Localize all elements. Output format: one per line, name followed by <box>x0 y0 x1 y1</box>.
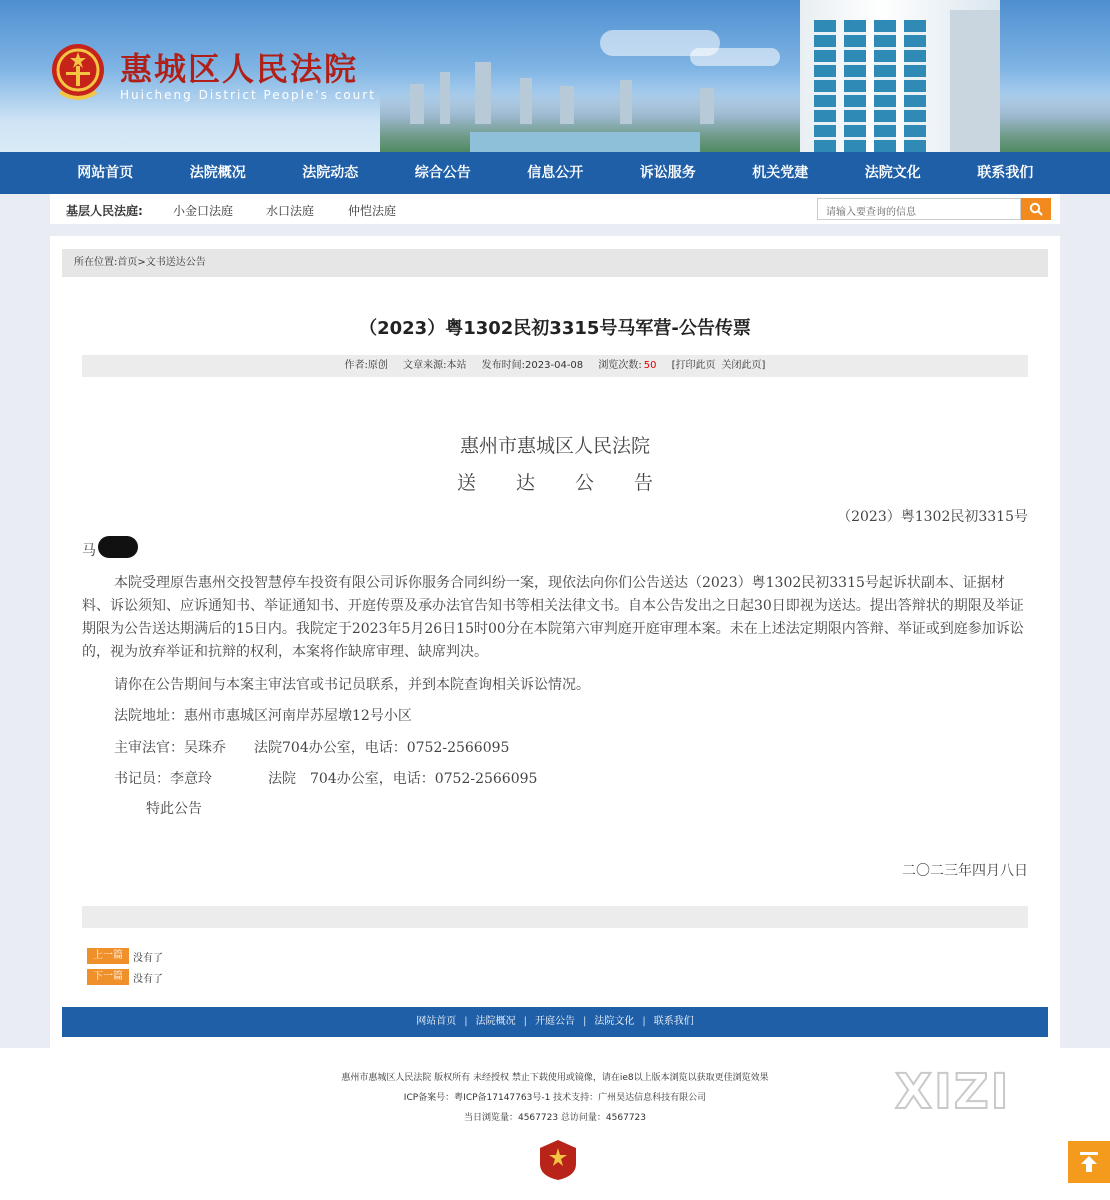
prev-article-text: 没有了 <box>133 952 163 964</box>
footer-nav-overview[interactable]: 法院概况 <box>475 1016 516 1027</box>
next-article-text: 没有了 <box>133 973 163 985</box>
article-bottom-bar <box>82 906 1028 928</box>
nav-item-contact[interactable]: 联系我们 <box>977 165 1034 181</box>
nav-item-disclosure[interactable]: 信息公开 <box>527 165 584 181</box>
arrow-up-icon <box>1077 1150 1101 1174</box>
banner-building <box>700 88 714 124</box>
site-subtitle: Huicheng District People's court <box>120 88 376 102</box>
prev-article-tag: 上一篇 <box>87 948 129 964</box>
search-input[interactable] <box>817 198 1021 220</box>
footer-icp: ICP备案号：粤ICP备17147763号-1 技术支持：广州昊达信息科技有限公司 <box>403 1093 707 1103</box>
close-page-link[interactable]: 关闭此页] <box>721 360 766 371</box>
doc-judge-line: 主审法官：吴珠乔 法院704办公室，电话：0752-2566095 <box>114 740 510 756</box>
footer-nav: 网站首页 | 法院概况 | 开庭公告 | 法院文化 | 联系我们 <box>62 1007 1048 1037</box>
next-article-tag: 下一篇 <box>87 969 129 985</box>
back-to-top-button[interactable] <box>1068 1141 1110 1183</box>
footer-nav-hearings[interactable]: 开庭公告 <box>535 1016 575 1027</box>
court-link-zhongkai[interactable]: 仲恺法庭 <box>348 204 397 218</box>
breadcrumb: 所在位置:首页>文书送达公告 <box>62 249 1048 277</box>
site-banner <box>0 0 1110 152</box>
article-title: （2023）粤1302民初3315号马军营-公告传票 <box>359 318 751 339</box>
banner-building <box>440 72 450 124</box>
meta-views-count: 50 <box>643 360 657 371</box>
doc-contact-line: 请你在公告期间与本案主审法官或书记员联系，并到本院查询相关诉讼情况。 <box>114 677 590 693</box>
nav-item-announcements[interactable]: 综合公告 <box>414 165 471 181</box>
banner-building <box>560 86 574 124</box>
banner-building <box>620 80 632 124</box>
meta-views-label: 浏览次数: <box>598 360 642 371</box>
doc-main-paragraph: 本院受理原告惠州交投智慧停车投资有限公司诉你服务合同纠纷一案，现依法向你们公告送达（2023）粤1302民初3315号起诉状副本、证据材料、诉讼须知、应诉通知书、举证通知书、开庭传票及承办法官告知书等相关法律文书。自本公告发出之日起30日即视为送达。提出答辩状的期限及举证期限为公告送达期满后的15日内。我院定于2023年5月26日15时00分在本院第六审判庭开庭审理本案。未在上述法定期限内答辩、举证或到庭参加诉讼的，视为放弃举证和抗辩的权利，本案将作缺席审理、缺席判决。 <box>82 575 1024 660</box>
article-meta <box>82 355 1028 377</box>
search-icon <box>1029 202 1043 216</box>
next-article[interactable] <box>87 969 163 985</box>
banner-building <box>410 84 424 124</box>
search-placeholder: 请输入要查询的信息 <box>826 207 916 218</box>
doc-case-number: （2023）粤1302民初3315号 <box>837 509 1028 525</box>
banner-cloud <box>690 48 780 66</box>
footer-copyright: 惠州市惠城区人民法院 版权所有 未经授权 禁止下载使用或镜像，请在ie8以上版本浏览以获取更佳浏览效果 <box>341 1073 769 1083</box>
grassroots-court-label: 基层人民法庭: <box>66 204 143 218</box>
doc-date: 二〇二三年四月八日 <box>902 863 1028 879</box>
doc-recipient: 马 <box>82 543 96 559</box>
search-button[interactable] <box>1021 198 1051 220</box>
nav-item-home[interactable]: 网站首页 <box>77 165 134 181</box>
doc-clerk-line: 书记员：李意玲 法院 704办公室，电话：0752-2566095 <box>114 771 538 787</box>
nav-item-litigation[interactable]: 诉讼服务 <box>639 165 696 181</box>
main-nav <box>0 152 1110 194</box>
nav-item-party[interactable]: 机关党建 <box>752 165 809 181</box>
doc-heading: 送达公告 <box>456 472 693 494</box>
site-title: 惠城区人民法院 <box>120 50 359 88</box>
grassroots-court-bar <box>50 194 1060 224</box>
meta-source: 文章来源:本站 <box>403 360 467 371</box>
nav-item-culture[interactable]: 法院文化 <box>864 165 921 181</box>
court-link-shuikou[interactable]: 水口法庭 <box>266 204 315 218</box>
banner-lake <box>470 132 700 152</box>
article-container <box>50 236 1060 1048</box>
banner-building <box>520 78 532 124</box>
meta-published: 发布时间:2023-04-08 <box>481 360 584 371</box>
print-page-link[interactable]: [打印此页 <box>671 360 716 371</box>
footer-nav-culture[interactable]: 法院文化 <box>594 1016 635 1027</box>
court-building-image <box>800 0 1000 152</box>
court-emblem-icon <box>50 40 106 104</box>
footer-nav-home[interactable]: 网站首页 <box>416 1016 457 1027</box>
footer-nav-contact[interactable]: 联系我们 <box>653 1016 694 1027</box>
meta-author: 作者:原创 <box>344 360 388 371</box>
prev-article[interactable] <box>87 948 163 964</box>
doc-court-name: 惠州市惠城区人民法院 <box>459 435 650 457</box>
nav-item-overview[interactable]: 法院概况 <box>189 165 246 181</box>
doc-address-line: 法院地址：惠州市惠城区河南岸苏屋墩12号小区 <box>114 708 412 724</box>
court-link-xiaojinkou[interactable]: 小金口法庭 <box>173 204 234 218</box>
nav-item-news[interactable]: 法院动态 <box>302 165 359 181</box>
redaction-mark <box>98 536 138 558</box>
watermark-logo: XIZI <box>895 1064 1011 1120</box>
footer-stats: 当日浏览量：4567723 总访问量：4567723 <box>463 1113 647 1123</box>
party-badge-icon <box>538 1138 578 1182</box>
doc-closing: 特此公告 <box>146 801 202 817</box>
banner-building <box>475 62 491 124</box>
